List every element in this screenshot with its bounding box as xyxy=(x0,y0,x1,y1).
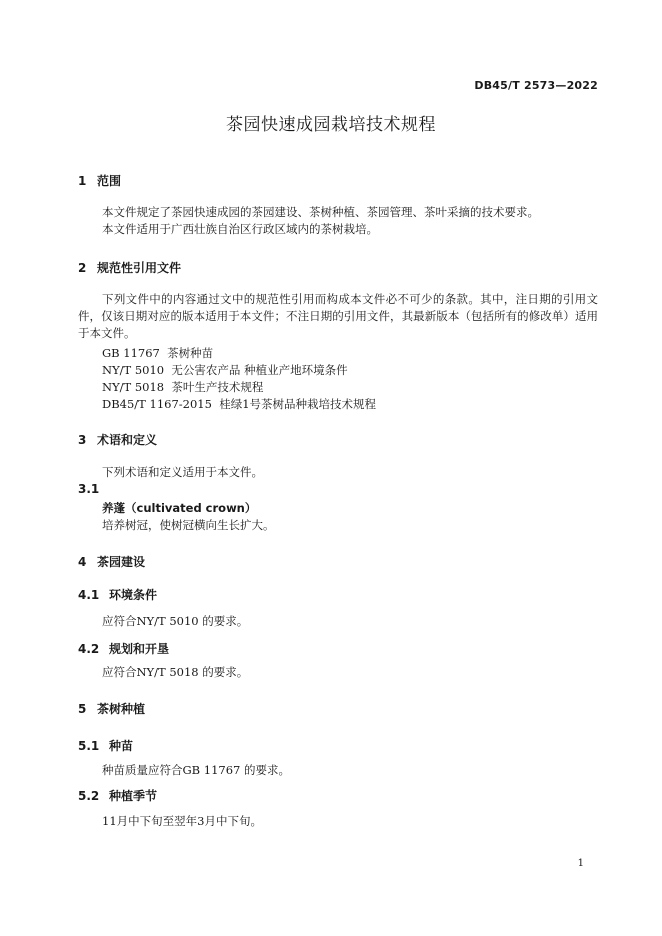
term-name: 养蓬（cultivated crown） xyxy=(102,501,257,515)
subsection-number: 4.1 xyxy=(78,588,100,602)
reference-item: GB 11767 茶树种苗 xyxy=(102,346,214,360)
subsection-title: 规划和开垦 xyxy=(109,642,170,656)
section-title: 规范性引用文件 xyxy=(97,261,182,275)
section-title: 范围 xyxy=(97,174,122,188)
section-5-heading xyxy=(78,700,145,717)
section-4-heading xyxy=(78,553,145,570)
reference-item: NY/T 5010 无公害农产品 种植业产地环境条件 xyxy=(102,363,348,377)
subsection-4-2-heading xyxy=(78,640,169,657)
term-number: 3.1 xyxy=(78,482,100,496)
section-number: 4 xyxy=(78,555,87,569)
section-title: 茶园建设 xyxy=(97,555,146,569)
subsection-title: 环境条件 xyxy=(109,588,158,602)
section-2-heading xyxy=(78,259,181,276)
subsection-number: 5.2 xyxy=(78,789,100,803)
subsection-text: 11月中下旬至翌年3月中下旬。 xyxy=(102,814,262,828)
subsection-text: 应符合NY/T 5010 的要求。 xyxy=(102,614,249,628)
subsection-5-2-heading xyxy=(78,787,157,804)
subsection-5-1-heading xyxy=(78,737,133,754)
standard-number: DB45/T 2573—2022 xyxy=(474,79,598,92)
section-number: 1 xyxy=(78,174,87,188)
section-number: 2 xyxy=(78,261,87,275)
scope-paragraph-1: 本文件规定了茶园快速成园的茶园建设、茶树种植、茶园管理、茶叶采摘的技术要求。 xyxy=(102,205,539,219)
subsection-4-1-heading xyxy=(78,586,157,603)
subsection-title: 种苗 xyxy=(109,739,134,753)
subsection-text: 应符合NY/T 5018 的要求。 xyxy=(102,665,249,679)
document-title: 茶园快速成园栽培技术规程 xyxy=(226,115,436,135)
references-intro: 下列文件中的内容通过文中的规范性引用而构成本文件必不可少的条款。其中，注日期的引用文件，仅该日期对应的版本适用于本文件；不注日期的引用文件，其最新版本（包括所有的修改单）适用于本文件。 xyxy=(78,292,598,340)
section-title: 术语和定义 xyxy=(97,433,158,447)
terms-intro: 下列术语和定义适用于本文件。 xyxy=(102,465,263,479)
subsection-title: 种植季节 xyxy=(109,789,158,803)
section-number: 3 xyxy=(78,433,87,447)
section-title: 茶树种植 xyxy=(97,702,146,716)
subsection-number: 4.2 xyxy=(78,642,100,656)
reference-item: NY/T 5018 茶叶生产技术规程 xyxy=(102,380,264,394)
term-definition: 培养树冠，使树冠横向生长扩大。 xyxy=(102,518,275,532)
reference-item: DB45/T 1167-2015 桂绿1号茶树品种栽培技术规程 xyxy=(102,397,377,411)
section-1-heading xyxy=(78,172,121,189)
section-3-heading xyxy=(78,431,157,448)
subsection-text: 种苗质量应符合GB 11767 的要求。 xyxy=(102,763,291,777)
scope-paragraph-2: 本文件适用于广西壮族自治区行政区域内的茶树栽培。 xyxy=(102,222,378,236)
page-number: 1 xyxy=(577,858,584,869)
section-number: 5 xyxy=(78,702,87,716)
subsection-number: 5.1 xyxy=(78,739,100,753)
